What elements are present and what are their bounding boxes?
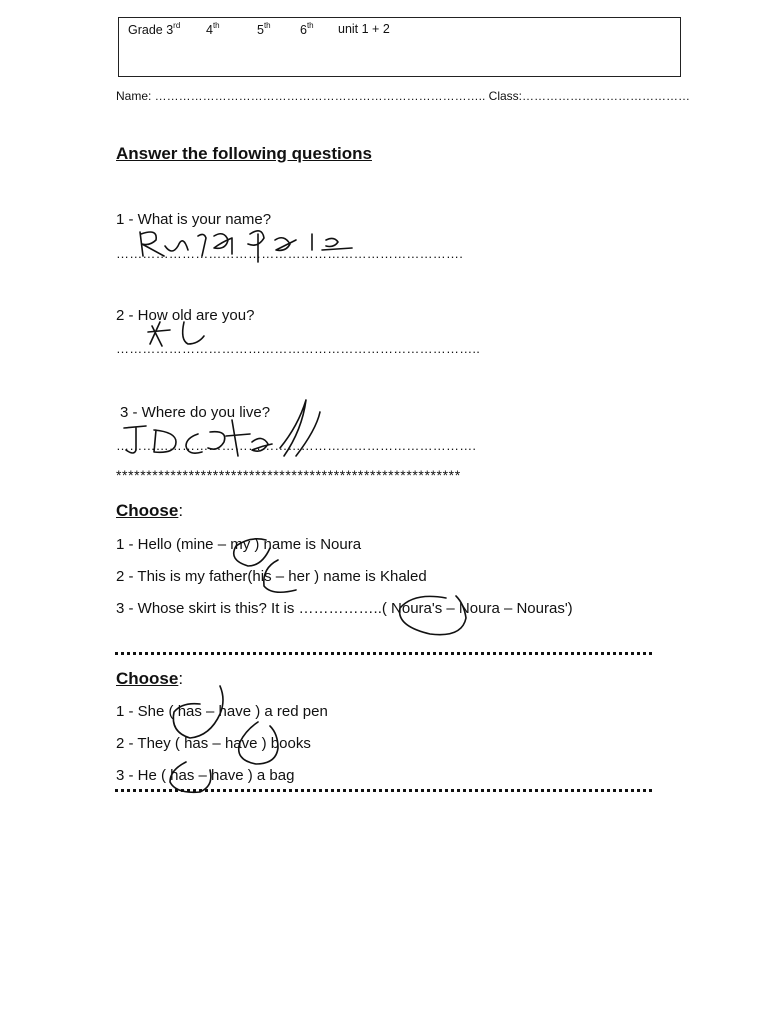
star-divider: ********************************************************* (116, 467, 461, 483)
grade-4: 4th (206, 21, 220, 38)
choose2-item-2: 2 - They ( has – have ) books (116, 735, 311, 752)
question-3: 3 - Where do you live? (120, 404, 271, 421)
unit-label: unit 1 + 2 (338, 22, 390, 36)
question-2: 2 - How old are you? (116, 307, 255, 324)
choose1-item-2: 2 - This is my father(his – her ) name is Khaled (116, 568, 427, 585)
choose1-item-1: 1 - Hello (mine – my ) name is Noura (116, 536, 362, 553)
choose1-item-3: 3 - Whose skirt is this? It is ……………..( Noura's – Noura – Nouras') (116, 600, 573, 617)
dotted-divider-1 (115, 652, 652, 655)
choose2-item-1: 1 - She ( has – have ) a red pen (116, 703, 328, 720)
grade-label: Grade 3rd (128, 21, 181, 38)
answer-line-3: ………………………………………………………………………. (116, 438, 477, 453)
grade-6: 6th (300, 21, 314, 38)
choose-heading-2: Choose: (116, 669, 184, 688)
name-class-line: Name: ……………………………………………………………………….. Class:…………………………………… (116, 89, 691, 103)
answer-line-2: ……………………………………………………………………….. (116, 341, 481, 356)
section-title: Answer the following questions (116, 144, 372, 163)
dotted-divider-2 (115, 789, 652, 792)
question-1: 1 - What is your name? (116, 211, 272, 228)
answer-line-1: ……………………………………………………………………. (116, 246, 464, 261)
choose-heading-1: Choose: (116, 501, 184, 520)
grade-5: 5th (257, 21, 271, 38)
header-box (118, 17, 681, 77)
choose2-item-3: 3 - He ( has – have ) a bag (116, 767, 295, 784)
